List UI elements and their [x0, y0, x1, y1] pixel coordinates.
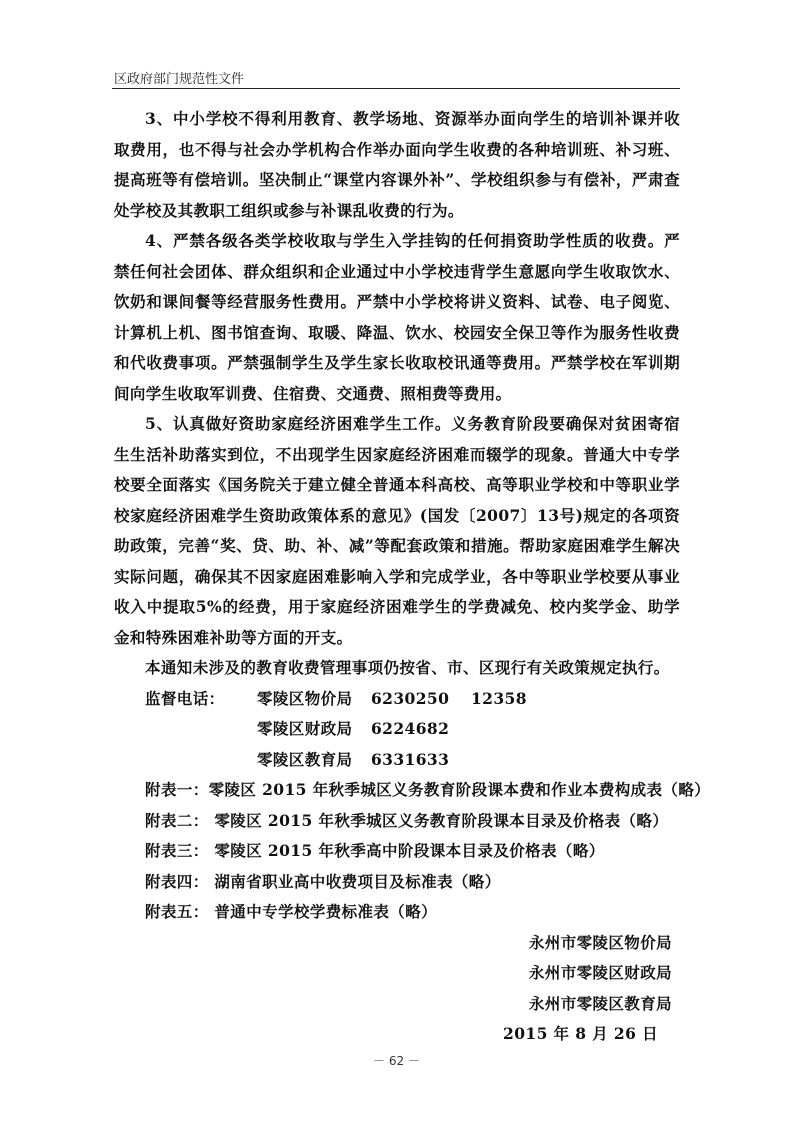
document-body	[114, 104, 711, 1050]
phone-number: 6331633	[371, 749, 450, 769]
signature-issuer: 永州市零陵区财政局	[528, 963, 672, 982]
phone-dept: 零陵区财政局	[257, 719, 353, 738]
attachment-item: 附表五： 普通中专学校学费标准表（略）	[145, 902, 437, 921]
phone-row	[114, 684, 680, 715]
phone-list	[114, 684, 680, 776]
phone-number: 6230250	[371, 688, 450, 708]
signature-issuer: 永州市零陵区物价局	[528, 932, 672, 952]
attachment-item: 附表二： 零陵区 2015 年秋季城区义务教育阶段课本目录及价格表（略）	[145, 810, 669, 830]
signature-issuer: 永州市零陵区教育局	[528, 993, 672, 1013]
phone-row	[114, 714, 680, 745]
attachment-item: 附表三： 零陵区 2015 年秋季高中阶段课本目录及价格表（略）	[145, 841, 605, 860]
paragraph-3: 3、中小学校不得利用教育、教学场地、资源举办面向学生的培训补课并收取费用，也不得与社会办学机构合作举办面向学生收费的各种培训班、补习班、提高班等有偿培训。坚决制止“课堂内容课外补”、学校组织参与有偿补，严肃查处学校及其教职工组织或参与补课乱收费的行为。	[114, 109, 680, 220]
phone-dept: 零陵区物价局	[257, 688, 353, 708]
page-header: 区政府部门规范性文件	[114, 72, 245, 87]
phone-number-alt: 12358	[471, 688, 527, 708]
attachment-item: 附表四： 湖南省职业高中收费项目及标准表（略）	[145, 871, 501, 891]
issue-date: 2015 年 8 月 26 日	[503, 1024, 658, 1043]
phone-dept: 零陵区教育局	[257, 749, 353, 769]
attachment-list	[114, 775, 711, 928]
paragraph-5: 5、认真做好资助家庭经济困难学生工作。义务教育阶段要确保对贫困寄宿生生活补助落实到位，不出现学生因家庭经济困难而辍学的现象。普通大中专学校要全面落实《国务院关于建立健全普通本科高校、高等职业学校和中等职业学校家庭经济困难学生资助政策体系的意见》(国发〔2007〕13号)规定的各项资助政策，完善“奖、贷、助、补、减”等配套政策和措施。帮助家庭困难学生解决实际问题，确保其不因家庭困难影响入学和完成学业，各中等职业学校要从事业收入中提取5%的经费，用于家庭经济困难学生的学费减免、校内奖学金、助学金和特殊困难补助等方面的开支。	[114, 414, 680, 647]
header-divider	[112, 88, 680, 89]
closing-line: 本通知未涉及的教育收费管理事项仍按省、市、区现行有关政策规定执行。	[145, 658, 670, 677]
page-number: － 62 －	[373, 1054, 420, 1068]
attachment-item: 附表一：零陵区 2015 年秋季城区义务教育阶段课本费和作业本费构成表（略）	[145, 780, 711, 799]
phone-row	[114, 745, 680, 776]
signature-block	[114, 928, 680, 1050]
phone-number: 6224682	[371, 719, 450, 738]
paragraph-4: 4、严禁各级各类学校收取与学生入学挂钩的任何捐资助学性质的收费。严禁任何社会团体、群众组织和企业通过中小学校违背学生意愿向学生收取饮水、饮奶和课间餐等经营服务性费用。严禁中小学校将讲义资料、试卷、电子阅览、计算机上机、图书馆查询、取暖、降温、饮水、校园安全保卫等作为服务性收费和代收费事项。严禁强制学生及学生家长收取校讯通等费用。严禁学校在军训期间向学生收取军训费、住宿费、交通费、照相费等费用。	[114, 231, 680, 403]
phone-label: 监督电话：	[145, 688, 225, 708]
